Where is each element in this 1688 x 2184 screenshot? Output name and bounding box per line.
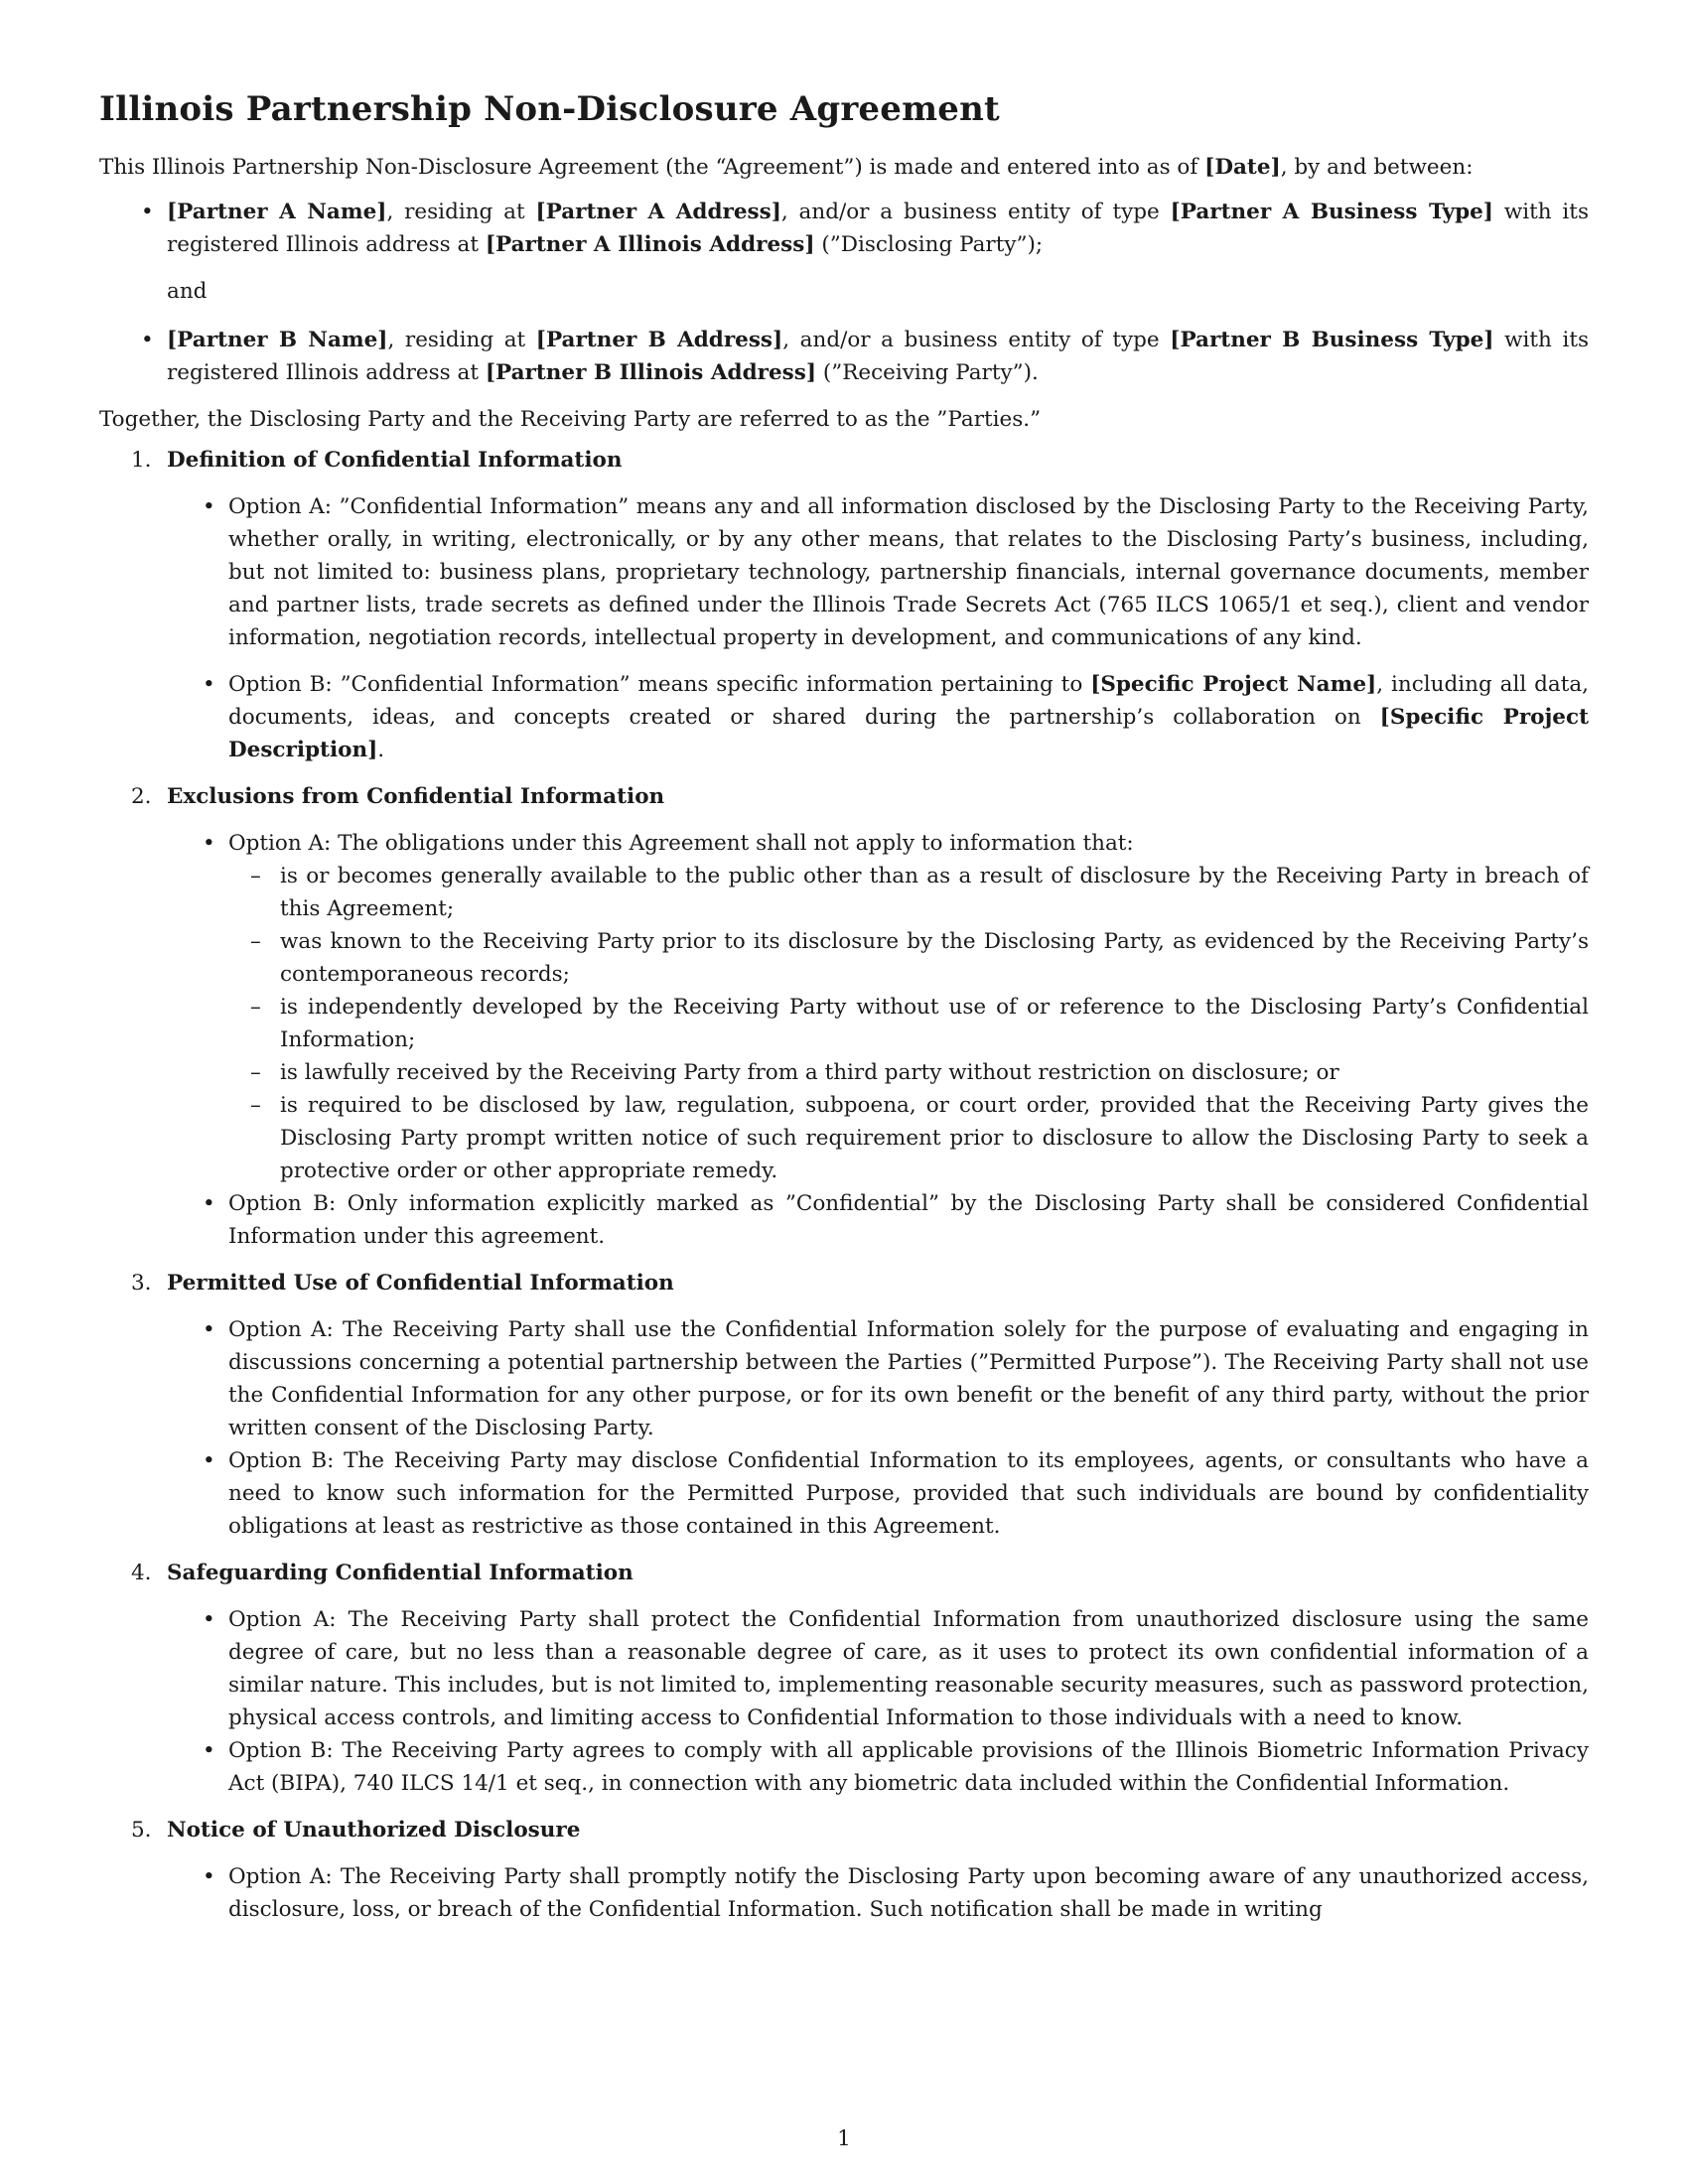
parties-list [99, 196, 1589, 261]
section-title: Exclusions from Confidential Information [167, 784, 665, 809]
options-list [167, 1860, 1589, 1926]
exclusion-item: – is or becomes generally available to the public other than as a result of disclosure by the Receiving Party in breach of this Agreement; [280, 860, 1589, 925]
option-a-text: Option A: The obligations under this Agreement shall not apply to information that: [228, 831, 1134, 856]
partner-b-illinois-address: [Partner B Illinois Address] [485, 360, 816, 385]
partner-a-text-4: (”Disclosing Party”); [814, 232, 1044, 257]
section-number: 5. [131, 1818, 152, 1843]
intro-text: This Illinois Partnership Non-Disclosure Agreement (the “Agreement”) is made and entered into as of [99, 155, 1205, 180]
section-title: Safeguarding Confidential Information [167, 1561, 633, 1585]
partner-b-text-1: , residing at [387, 328, 536, 352]
option-a: • Option A: The Receiving Party shall use the Confidential Information solely for the purpose of evaluating and engaging in discussions concerning a potential partnership between the Parties (”Permitted Purpose”). The Receiving Party shall not use the Confidential Information for any other purpose, or for its own benefit or the benefit of any third party, without the prior written consent of the Disclosing Party. [228, 1313, 1589, 1444]
section-number: 2. [131, 784, 152, 809]
partner-a-text-1: , residing at [386, 200, 536, 224]
option-b: • Option B: Only information explicitly marked as ”Confidential” by the Disclosing Party shall be considered Confidential Information under this agreement. [228, 1187, 1589, 1253]
partner-a-address: [Partner A Address] [535, 200, 781, 224]
intro-text-end: , by and between: [1280, 155, 1474, 180]
page-number: 1 [837, 2126, 851, 2151]
parties-list-b [99, 324, 1589, 389]
partner-b-address: [Partner B Address] [535, 328, 783, 352]
together-paragraph: Together, the Disclosing Party and the Receiving Party are referred to as the ”Parties.” [99, 407, 1042, 432]
exclusions-list [228, 860, 1589, 1187]
exclusion-item: – is required to be disclosed by law, regulation, subpoena, or court order, provided that the Receiving Party gives the Disclosing Party prompt written notice of such requirement prior to disclosure to allow the Disclosing Party to seek a protective order or other appropriate remedy. [280, 1089, 1589, 1187]
exclusion-item: – is lawfully received by the Receiving Party from a third party without restriction on disclosure; or [280, 1056, 1589, 1089]
section-title: Definition of Confidential Information [167, 448, 623, 473]
option-b: • Option B: The Receiving Party agrees to comply with all applicable provisions of the Illinois Biometric Information Privacy Act (BIPA), 740 ILCS 14/1 et seq., in connection with any biometric data included within the Confidential Information. [228, 1734, 1589, 1800]
option-b-text-3: . [377, 738, 385, 762]
section-1 [131, 444, 1590, 766]
section-2 [131, 780, 1589, 1253]
section-number: 1. [131, 448, 152, 473]
exclusion-item: – is independently developed by the Receiving Party without use of or reference to the Disclosing Party’s Confidential Information; [280, 991, 1589, 1056]
partner-b-text-2: , and/or a business entity of type [782, 328, 1171, 352]
partner-a-text-2: , and/or a business entity of type [780, 200, 1171, 224]
option-b-text-2: , including all data, documents, ideas, and concepts created or shared during the partnership’s collaboration on [228, 672, 1589, 730]
options-list [167, 1313, 1589, 1543]
sections-list [99, 444, 1589, 1926]
intro-paragraph [99, 151, 1589, 184]
section-5 [131, 1814, 1589, 1926]
partner-a-business-type: [Partner A Business Type] [1170, 200, 1493, 224]
options-list [167, 827, 1589, 1253]
option-a: • Option A: The Receiving Party shall promptly notify the Disclosing Party upon becoming aware of any unauthorized access, disclosure, loss, or breach of the Confidential Information. Such notification shall be made in writing [228, 1860, 1589, 1926]
partner-b-item [167, 324, 1589, 389]
project-name-placeholder: [Specific Project Name] [1090, 672, 1377, 697]
document-title: Illinois Partnership Non-Disclosure Agreement [99, 89, 1000, 129]
section-title: Permitted Use of Confidential Information [167, 1271, 674, 1296]
partner-b-text-4: (”Receiving Party”). [816, 360, 1039, 385]
section-4 [131, 1557, 1589, 1800]
option-b-text-1: Option B: ”Confidential Information” means specific information pertaining to [228, 672, 1091, 697]
date-placeholder: [Date] [1204, 155, 1281, 180]
section-number: 4. [131, 1561, 152, 1585]
section-number: 3. [131, 1271, 152, 1296]
partner-a-text-3: with its registered Illinois address at [167, 200, 1589, 257]
option-a: • Option A: ”Confidential Information” means any and all information disclosed by the Disclosing Party to the Receiving Party, whether orally, in writing, electronically, or by any other means, that relates to the Disclosing Party’s business, including, but not limited to: business plans, proprietary technology, partnership financials, internal governance documents, member and partner lists, trade secrets as defined under the Illinois Trade Secrets Act (765 ILCS 1065/1 et seq.), client and vendor information, negotiation records, intellectual property in development, and communications of any kind. [228, 490, 1589, 654]
option-b: • Option B: The Receiving Party may disclose Confidential Information to its employees, agents, or consultants who have a need to know such information for the Permitted Purpose, provided that such individuals are bound by confidentiality obligations at least as restrictive as those contained in this Agreement. [228, 1444, 1589, 1543]
partner-b-business-type: [Partner B Business Type] [1170, 328, 1494, 352]
options-list [167, 490, 1589, 766]
section-title: Notice of Unauthorized Disclosure [167, 1818, 581, 1843]
option-a: • Option A: The Receiving Party shall protect the Confidential Information from unauthorized disclosure using the same degree of care, but no less than a reasonable degree of care, as it uses to protect its own confidential information of a similar nature. This includes, but is not limited to, implementing reasonable security measures, such as password protection, physical access controls, and limiting access to Confidential Information to those individuals with a need to know. [228, 1603, 1589, 1734]
partner-a-item [167, 196, 1589, 261]
option-a [228, 827, 1589, 1187]
partner-a-name: [Partner A Name] [167, 200, 387, 224]
partner-b-text-3: with its registered Illinois address at [167, 328, 1589, 385]
project-description-placeholder: [Specific Project Description] [228, 705, 1590, 762]
section-3 [131, 1267, 1589, 1543]
partner-a-illinois-address: [Partner A Illinois Address] [485, 232, 815, 257]
option-b [228, 668, 1589, 766]
options-list [167, 1603, 1589, 1800]
document-page [99, 87, 1589, 1936]
exclusion-item: – was known to the Receiving Party prior to its disclosure by the Disclosing Party, as evidenced by the Receiving Party’s contemporaneous records; [280, 925, 1589, 991]
and-text: and [167, 279, 208, 304]
partner-b-name: [Partner B Name] [167, 328, 388, 352]
